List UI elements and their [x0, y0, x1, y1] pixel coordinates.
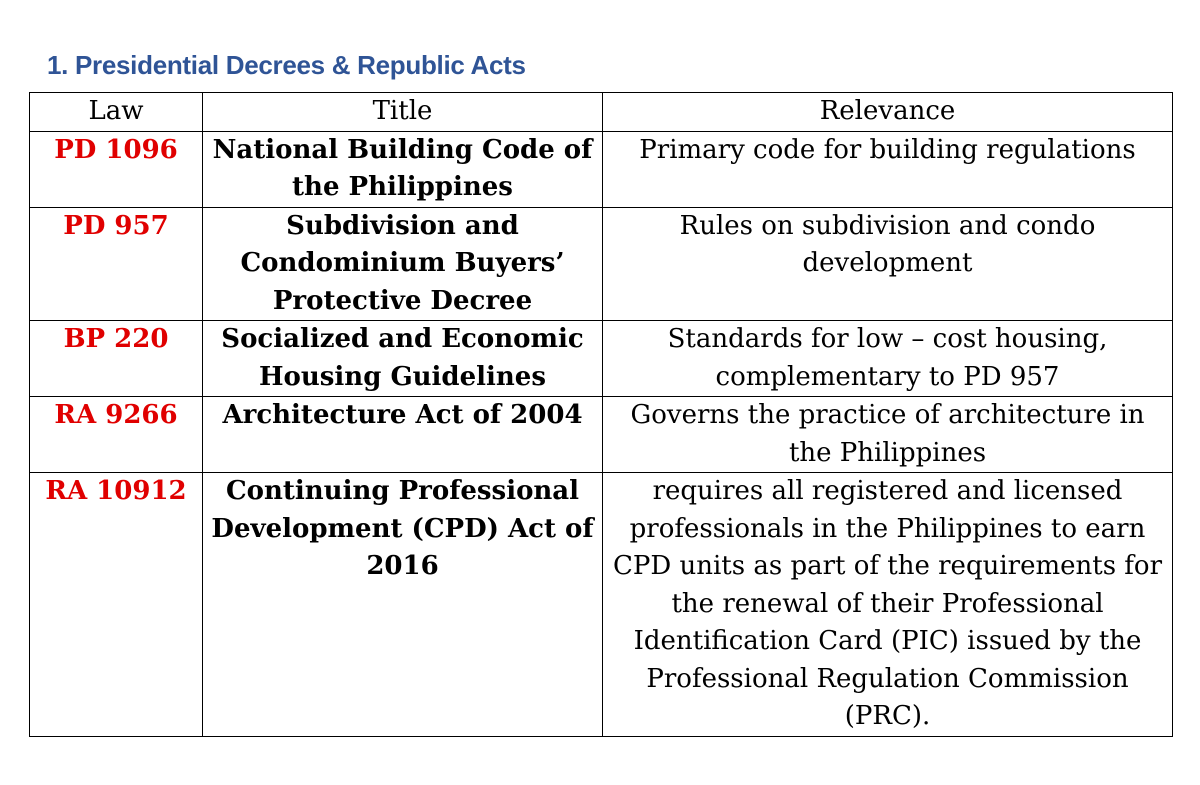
law-title: Socialized and Economic Housing Guidelines — [203, 321, 603, 397]
law-code: RA 9266 — [30, 397, 203, 473]
table-row — [30, 397, 1173, 473]
header-title: Title — [203, 93, 603, 132]
law-title: Continuing Professional Development (CPD) Act of 2016 — [203, 473, 603, 737]
table-header-row — [30, 93, 1173, 132]
law-relevance: Primary code for building regulations — [603, 131, 1173, 207]
law-code: PD 1096 — [30, 131, 203, 207]
law-code: RA 10912 — [30, 473, 203, 737]
law-relevance: Rules on subdivision and condo development — [603, 207, 1173, 321]
law-relevance: Governs the practice of architecture in the Philippines — [603, 397, 1173, 473]
table-row — [30, 207, 1173, 321]
law-code: BP 220 — [30, 321, 203, 397]
law-title: Architecture Act of 2004 — [203, 397, 603, 473]
table-row — [30, 321, 1173, 397]
law-relevance: requires all registered and licensed professionals in the Philippines to earn CPD units as part of the requirements for the renewal of their Professional Identification Card (PIC) issued by the Professional Regulation Commission (PRC). — [603, 473, 1173, 737]
law-code: PD 957 — [30, 207, 203, 321]
section-heading: 1. Presidential Decrees & Republic Acts — [47, 50, 526, 80]
law-relevance: Standards for low – cost housing, complementary to PD 957 — [603, 321, 1173, 397]
law-title: National Building Code of the Philippines — [203, 131, 603, 207]
laws-table — [29, 92, 1173, 737]
table-row — [30, 131, 1173, 207]
header-law: Law — [30, 93, 203, 132]
law-title: Subdivision and Condominium Buyers’ Protective Decree — [203, 207, 603, 321]
header-relevance: Relevance — [603, 93, 1173, 132]
table-row — [30, 473, 1173, 737]
